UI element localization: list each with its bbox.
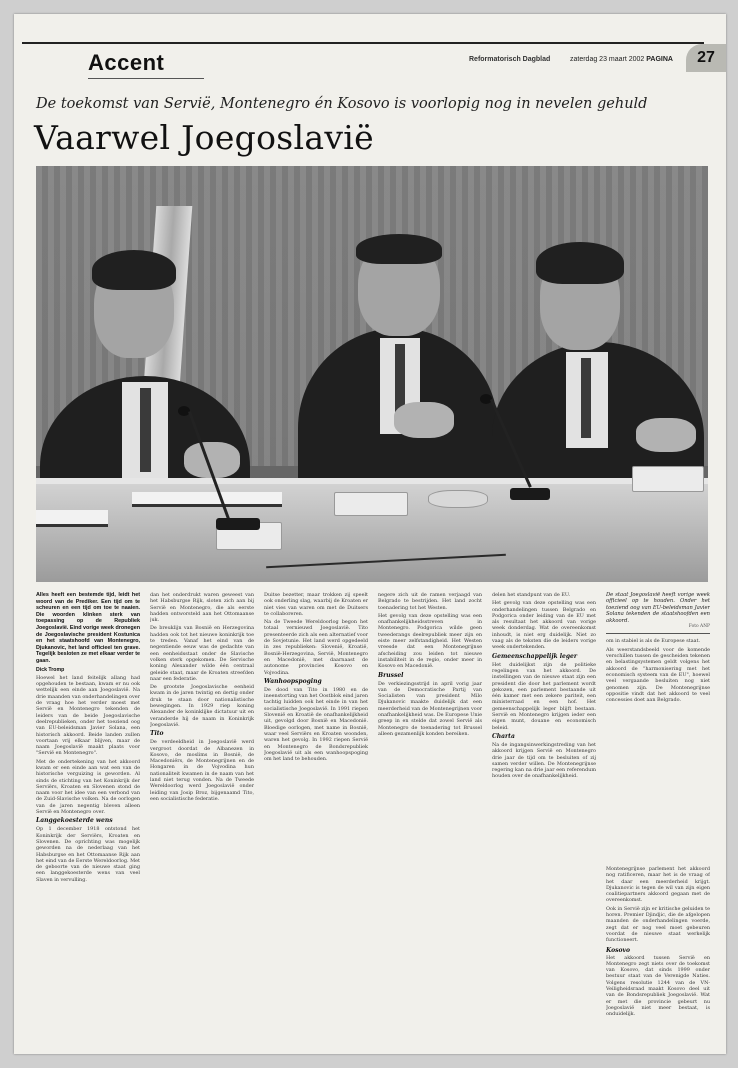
paragraph: Na de Tweede Wereldoorlog begon het totaal vernieuwd Joegoslavië. Tito presenteerde zich als een alternatief voor de Sovjetunie. Het land werd opgedeeld in zes republieken: Slovenië, Kroatië, Bosnië-Herzegovina, Servië, Montenegro en Macedonië, met daarnaast de autonome provincies Kosovo en Vojvodina. [264, 619, 368, 676]
subheading: Tito [150, 730, 164, 738]
section-underline [88, 78, 204, 79]
subheading: Langgekoesterde wens [36, 817, 113, 825]
article-byline: Dick Tromp [36, 666, 65, 673]
paragraph: Het akkoord tussen Servië en Montenegro zegt niets over de toekomst van Kosovo, dat sinds 1999 onder bestuur staat van de Verenigde Naties. Volgens resolutie 1244 van de VN-Veiligheidsraad maakt Kosovo deel uit van de Bondsrepubliek Joegoslavië. Wat er met die provincie gebeurt nu Joegoslavië niet meer bestaat, is onduidelijk. [606, 954, 710, 1018]
paragraph: Op 1 december 1918 ontstond het Koninkrijk der Serviërs, Kroaten en Slovenen. De oprichting was mogelijk geworden na de nederlaag van het Habsburgse en het Ottomaanse Rijk aan het eind van de Eerste Wereldoorlog. Met de geboorte van de nieuwe staat ging een langgekoesterde wens van veel Slaven in vervulling. [36, 826, 140, 883]
subheading: Gemeenschappelijk leger [492, 652, 578, 660]
paragraph: Het gevolg van deze opstelling was een onafhankelijkheidsstreven in Montenegro. Podgorica wilde geen tweederangs deelrepubliek meer zijn en eiste meer zelfstandigheid. Het Westen vreesde dat een Montenegrijnse afscheiding zou leiden tot nieuwe instabiliteit in de regio, onder meer in Kosovo en Macedonië. [378, 612, 482, 670]
photo-tie-left [140, 388, 151, 472]
article-column-7 [606, 866, 710, 1042]
photo-hands-right [636, 418, 696, 452]
photo-hair-left [92, 250, 176, 290]
caption-text: De staat Joegoslavië heeft vorige week officieel op te houden. Onder het toeziend oog van EU-beleidsman Javier Solana tekenden de staatshoofden een akkoord. [606, 592, 710, 624]
subheading: Kosovo [606, 946, 630, 954]
subheading: Brussel [378, 671, 404, 679]
paragraph: De verdeeldheid in Joegoslavië werd vergroot doordat de Albanezen in Kosovo, de moslims in Bosnië, de Macedoniërs, de Montenegrijnen en de Hongaren in de Vojvodina hun nationaliteit kwamen in de naam van het land niet terug vonden. Na de Tweede Wereldoorlog werd Joegoslavië onder leiding van Josip Broz, bijgenaamd Tito, een socialistische federatie. [150, 739, 254, 802]
photo-tie-right [581, 358, 591, 438]
photo-device-right [632, 466, 704, 492]
article-column-2 [150, 592, 254, 1044]
article-column-3 [264, 592, 368, 1044]
paragraph: Met de ondertekening van het akkoord kwam er een einde aan wat een van de historische verguizing is geworden. Al sinds de stichting van het Koninkrijk der Serviërs, Kroaten en Slovenen stond de naam voor het idee van een verbond van de Zuid-Slavische volken. Na de oorlogen van de jaren negentig bleven alleen Servië en Montenegro over. [36, 758, 140, 816]
article-lead: Alles heeft een bestemde tijd, leidt het woord van de Prediker. Een tijd om te scheuren en een tijd om toe te naaien. Die woorden klinken sterk van toepassing op de Republiek Joegoslavië. Eind vorige week dronegen de Joegoslavische president Kostunica en het staatshoofd van Montenegro, Djukanovic, het land officieel ten grave. Tegelijk besloten ze met elkaar verder te gaan. [36, 592, 140, 664]
photo-device-middle [334, 492, 408, 516]
page-label: PAGINA [646, 56, 673, 63]
date-text: zaterdag 23 maart 2002 [570, 56, 645, 63]
article-headline: Vaarwel Joegoslavië [34, 118, 374, 157]
paragraph: dan het onderdrukt waren geweest van het Habsburgse Rijk, sloten zich aan bij Servië en Montenegro, die als eerste hadden ontworsteld aan het Ottomaanse juk. [150, 592, 254, 624]
photo-folder [36, 510, 108, 527]
photo-hands-middle [394, 402, 454, 438]
photo-papers [132, 492, 282, 507]
photo-hair-right [536, 242, 624, 284]
article-photo [36, 166, 708, 582]
article-column-1 [36, 592, 140, 1044]
photo-caption [606, 592, 710, 634]
photo-mic-middle-base [510, 488, 550, 500]
photo-hair-middle [356, 234, 442, 264]
masthead-name: Reformatorisch Dagblad [469, 56, 551, 63]
paragraph: Ook in Servië zijn er kritische geluiden te horen. Premier Djindjic, die de afgelopen maanden de onderhandelingen voerde, zegt dat er nog veel moet gebeuren voordat de nieuwe staat werkelijk functioneert. [606, 905, 710, 944]
paragraph: De dood van Tito in 1980 en de ineenstorting van het Oostblok eind jaren tachtig luidden ook het einde in van het socialistische Joegoslavië. In 1991 riepen Slovenië en Kroatië de onafhankelijkheid uit, gevolgd door Bosnië en Macedonië. Bloedige oorlogen, met name in Bosnië, waar veel Serviërs en Kroaten woonden, waren het gevolg. In 1992 riepen Servië en Montenegro de Bondsrepubliek Joegoslavië uit als een wanhoopspoging om het land te behouden. [264, 686, 368, 763]
caption-credit: Foto ANP [688, 624, 710, 630]
photo-mic-left-base [216, 518, 260, 530]
article-kicker: De toekomst van Servië, Montenegro én Kosovo is voorlopig nog in nevelen gehuld [36, 96, 648, 112]
paragraph: negere zich uit de ramen verjaagd van Belgrado te bestrijden. Het land zocht toenadering tot het Westen. [378, 592, 482, 611]
issue-date [570, 56, 673, 63]
paragraph: om in stabiel is als de Europese staat. [606, 638, 701, 645]
paragraph: delen het standpunt van de EU. [492, 592, 571, 598]
paragraph: Hoewel het land feitelijk allang had opgehouden te bestaan, kwam er nu ook wettelijk een einde aan Joegoslavië. Na drie maanden van onderhandelingen over de vraag hoe het verder moest met Servië en Montenegro tekenden de leiders van de beide Joegoslavische deelrepublieken, onder het toeziend oog van EU-beleidsman Javier Solana, een historisch akkoord. Beide landen zullen voortaan vrij elkaar blijven, maar de naam Joegoslavië maakt plaats voor "Servië en Montenegro". [36, 674, 140, 757]
paragraph: Het gevolg van deze opstelling was een onderhandelingen tussen Belgrado en Podgorica onder leiding van de EU met als resultaat het akkoord van vorige week donderdag. Wat de overeenkomst inhoudt, is niet erg duidelijk. Niet zo vaag als de teksten die de leiders vorige week ondertekenden. [492, 600, 596, 651]
paragraph: Na de ingangsinwerkingstreding van het akkoord krijgen Servië en Montenegro drie jaar de tijd om te besluiten of zij samen verder willen. De Montenegrijnse regering kan na drie jaar een referendum houden over de onafhankelijkheid. [492, 741, 596, 780]
paragraph: Montenegrijnse parlement het akkoord nog ratificeren, maar het is de vraag of het daar een meerderheid krijgt. Djukanovic is tegen de wil van zijn eigen coalitiepartners akkoord gegaan met de overeenkomst. [606, 866, 710, 904]
page-number: 27 [686, 44, 726, 72]
paragraph: De breuklijn van Bosnië en Herzegovina hadden ook tot het nieuwe koninkrijk toe te treden. Vanaf het eind van de negentiende eeuw was de gedachte van een eenheidsstaat onder de Slavische volken sterk opgekomen. De Servische koning Alexander wilde één centraal geleide staat, maar de Kroaten streefden naar een federatie. [150, 625, 254, 682]
paragraph: Duitse bezetter, maar trokken zij speelt ook onderling slag, waarbij de Kroaten er niet vies van waren om met de Duitsers te collaboreren. [264, 592, 368, 617]
paragraph: De verkiezingsstrijd in april vorig jaar van de Democratische Partij van Socialisten van president Milo Djukanovic maakte duidelijk dat een meerderheid van de Montenegrijnen voor onafhankelijkheid was. De Europese Unie greep in en stelde dat zowel Servië als Montenegro de toenadering tot Brussel alleen gezamenlijk konden bereiken. [378, 680, 482, 737]
masthead [469, 56, 550, 63]
header-rule [22, 42, 704, 44]
section-title: Accent [88, 50, 165, 75]
subheading: Wanhoopspoging [264, 677, 322, 685]
paragraph: Het duidelijkst zijn de politieke regelingen van het akkoord. De instellingen van de nieuwe staat zijn een president die door het parlement wordt gekozen, een parlement bestaande uit één kamer met een zekere pariteit, een ministerraad en een hof. Het gemeenschappelijk leger blijft bestaan. Servië en Montenegro krijgen ieder een eigen munt, douane en economisch beleid. [492, 661, 596, 731]
article-column-5 [492, 592, 596, 1044]
subheading: Charta [492, 732, 515, 740]
photo-ashtray [428, 490, 488, 508]
paragraph: Als weerstandsbeeld voor de komende verschillen tussen de gescheiden tekenen en belastingsystemen geldt volgens het akkoord de "harmonisering met het economisch systeem van de EU", hoewel veel vergaande besluiten nog niet genomen zijn. De Montenegrijnse oppositie vindt dat het akkoord te veel concessies doet aan Belgrado. [606, 646, 710, 704]
article-column-4 [378, 592, 482, 1044]
paragraph: De grootste Joegoslavische eenheid kwam in de jaren twintig en dertig onder druk te staan door nationalistische bewegingen. In 1929 riep koning Alexander de koninklijke dictatuur uit en veranderde hij de naam in Koninkrijk Joegoslavië. [150, 684, 254, 728]
